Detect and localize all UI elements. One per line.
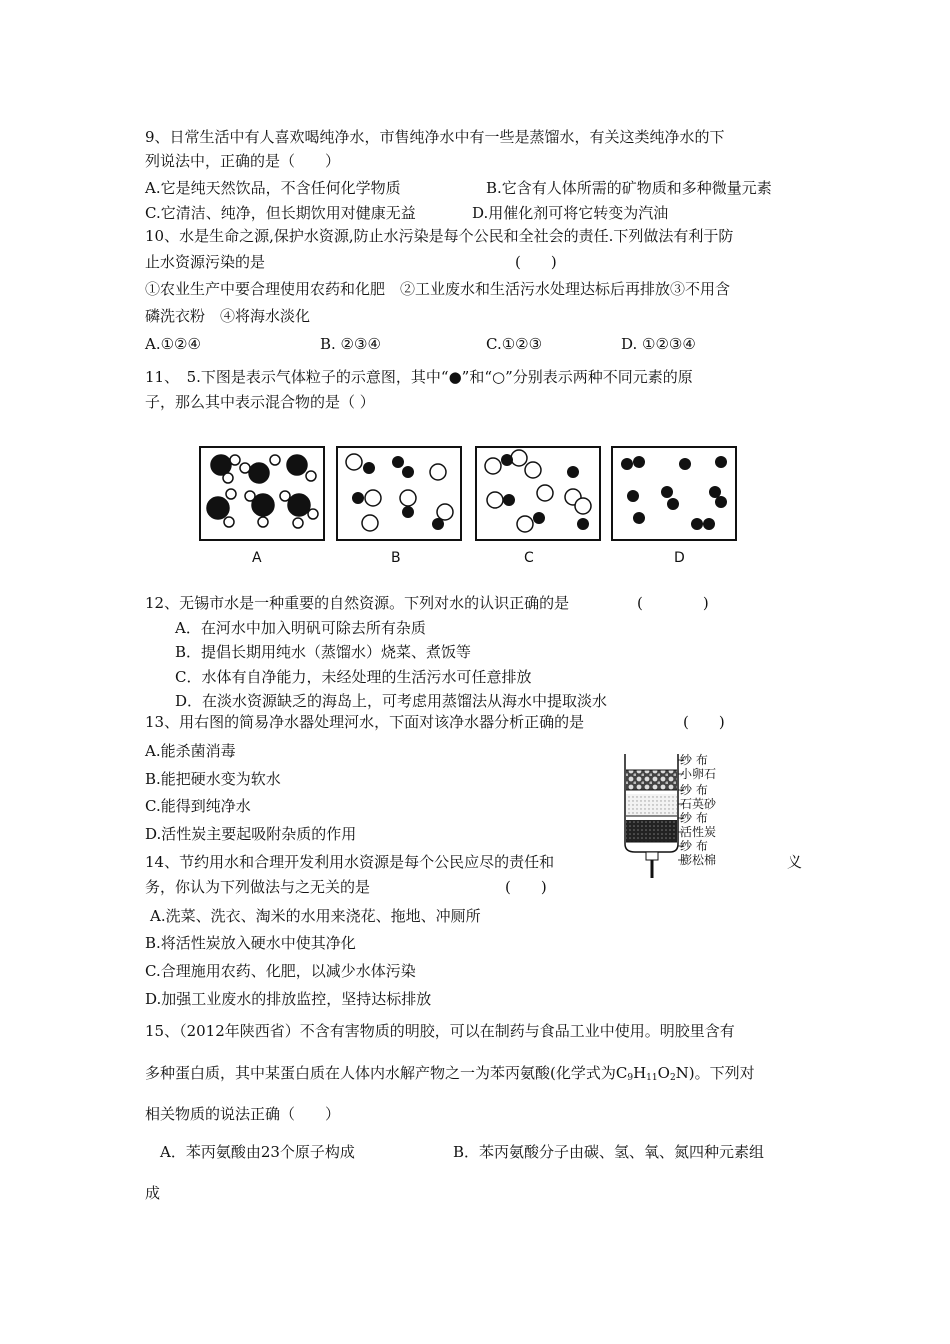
- panel-label-c: C: [524, 550, 534, 566]
- panel-label-d: D: [674, 550, 685, 566]
- q11-stem-line2: 子，那么其中表示混合物的是（ ）: [145, 393, 375, 411]
- q12-option-d: D．在淡水资源缺乏的海岛上，可考虑用蒸馏法从海水中提取淡水: [175, 692, 608, 710]
- q15-option-b-continued: 成: [145, 1184, 161, 1202]
- q15-line2-text: 多种蛋白质，其中某蛋白质在人体内水解产物之一为苯丙氨酸(化学式为C: [145, 1064, 628, 1082]
- formula-subscript-o: 2: [669, 1073, 676, 1083]
- formula-h: H: [633, 1064, 647, 1082]
- q12-stem: 12、无锡市水是一种重要的自然资源。下列对水的认识正确的是: [145, 594, 570, 612]
- particle-diagram-b: [338, 448, 460, 539]
- filter-label-activated-carbon: 活性炭: [680, 825, 717, 839]
- q12-answer-paren: ( ): [637, 594, 709, 612]
- particle-diagram-d: [613, 448, 735, 539]
- formula-subscript-c: 9: [627, 1073, 634, 1083]
- q14-option-a: A.洗菜、洗衣、淘米的水用来浇花、拖地、冲厕所: [150, 907, 481, 925]
- q10-answer-paren: ( ): [515, 253, 557, 271]
- filter-label-pebbles: 小卵石: [680, 767, 717, 781]
- q10-stem-line4: 磷洗衣粉 ④将海水淡化: [145, 307, 311, 325]
- q10-option-d: D. ①②③④: [621, 335, 696, 353]
- q9-option-d: D.用催化剂可将它转变为汽油: [472, 204, 669, 222]
- q10-option-a: A.①②④: [145, 335, 201, 353]
- q13-option-c: C.能得到纯净水: [145, 797, 251, 815]
- particle-panel-b: [336, 446, 462, 541]
- q9-option-b: B.它含有人体所需的矿物质和多种微量元素: [486, 179, 772, 197]
- particle-panel-a: [199, 446, 325, 541]
- q15-line2-end: N)。下列对: [675, 1064, 755, 1082]
- q14-stem-line1-end: 义: [787, 853, 803, 871]
- q9-option-a: A.它是纯天然饮品，不含任何化学物质: [145, 179, 401, 197]
- filter-label-gauze-3: 纱 布: [680, 811, 708, 825]
- q10-stem-line2: 止水资源污染的是: [145, 253, 266, 271]
- q15-stem-line3: 相关物质的说法正确（ ）: [145, 1105, 341, 1123]
- filter-label-gauze-2: 纱 布: [680, 783, 708, 797]
- q13-option-a: A.能杀菌消毒: [145, 742, 236, 760]
- q14-answer-paren: ( ): [505, 878, 547, 896]
- filter-label-gauze-4: 纱 布: [680, 839, 708, 853]
- q9-stem-line2: 列说法中，正确的是（ ）: [145, 152, 341, 170]
- q9-option-c: C.它清洁、纯净，但长期饮用对健康无益: [145, 204, 416, 222]
- q15-option-a: A．苯丙氨酸由23个原子构成: [160, 1143, 355, 1161]
- q13-option-b: B.能把硬水变为软水: [145, 770, 281, 788]
- q15-option-b: B．苯丙氨酸分子由碳、氢、氧、氮四种元素组: [453, 1143, 765, 1161]
- formula-subscript-h: 11: [646, 1073, 658, 1083]
- particle-diagram-c: [477, 448, 599, 539]
- q10-option-b: B. ②③④: [320, 335, 381, 353]
- particle-panel-c: [475, 446, 601, 541]
- q13-option-d: D.活性炭主要起吸附杂质的作用: [145, 825, 357, 843]
- q10-option-c: C.①②③: [486, 335, 543, 353]
- q12-option-c: C．水体有自净能力，未经处理的生活污水可任意排放: [175, 668, 532, 686]
- panel-label-b: B: [391, 550, 401, 566]
- q14-option-d: D.加强工业废水的排放监控，坚持达标排放: [145, 990, 432, 1008]
- q15-stem-line2: [145, 1063, 755, 1088]
- filter-label-quartz-sand: 石英砂: [680, 797, 717, 811]
- filter-label-gauze-1: 纱 布: [680, 753, 708, 767]
- particle-diagram-a: [201, 448, 323, 539]
- q13-stem: 13、用右图的简易净水器处理河水，下面对该净水器分析正确的是: [145, 713, 585, 731]
- q11-stem-line1: 11、 5.下图是表示气体粒子的示意图，其中“●”和“○”分别表示两种不同元素的原: [145, 368, 693, 386]
- q14-stem-line2: 务，你认为下列做法与之无关的是: [145, 878, 371, 896]
- q10-stem-line3: ①农业生产中要合理使用农药和化肥 ②工业废水和生活污水处理达标后再排放③不用含: [145, 280, 731, 298]
- panel-label-a: A: [252, 550, 262, 566]
- q10-stem-line1: 10、水是生命之源,保护水资源,防止水污染是每个公民和全社会的责任.下列做法有利于防: [145, 227, 734, 245]
- formula-o: O: [657, 1064, 670, 1082]
- q14-stem-line1: 14、节约用水和合理开发利用水资源是每个公民应尽的责任和: [145, 853, 555, 871]
- q12-option-a: A．在河水中加入明矾可除去所有杂质: [175, 619, 426, 637]
- q15-stem-line1: 15、（2012年陕西省）不含有害物质的明胶，可以在制药与食品工业中使用。明胶里含有: [145, 1022, 735, 1040]
- filter-label-cotton: 膨松棉: [680, 853, 717, 867]
- q9-stem-line1: 9、日常生活中有人喜欢喝纯净水，市售纯净水中有一些是蒸馏水，有关这类纯净水的下: [145, 128, 725, 146]
- q13-answer-paren: ( ): [683, 713, 725, 731]
- q14-option-b: B.将活性炭放入硬水中使其净化: [145, 934, 356, 952]
- q12-option-b: B．提倡长期用纯水（蒸馏水）烧菜、煮饭等: [175, 643, 472, 661]
- particle-panel-d: [611, 446, 737, 541]
- q14-option-c: C.合理施用农药、化肥，以减少水体污染: [145, 962, 416, 980]
